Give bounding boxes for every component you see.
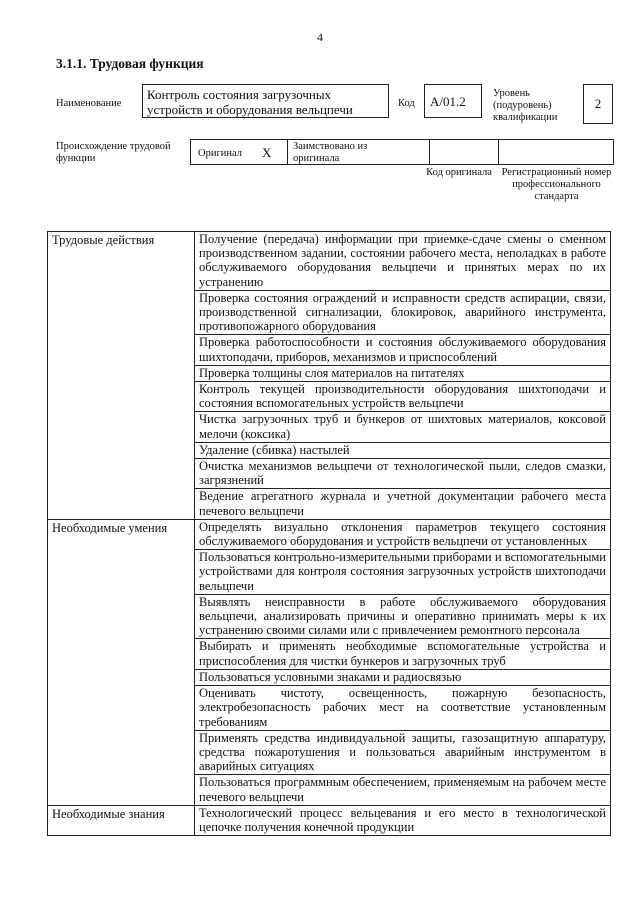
page-number: 4 — [317, 30, 323, 44]
registration-caption: Регистрационный номер профессионального стандарта — [501, 167, 612, 202]
item-text: Чистка загрузочных труб и бункеров от шихтовых материалов, коксовой мелочи (коксика) — [195, 412, 611, 442]
function-table — [47, 231, 611, 836]
item-text: Получение (передача) информации при приемке-сдаче смены о сменном производственном задании, состоянии рабочего места, неполадках в работе обслуживаемого оборудования вельцпечи и принятых мерах по их устранению — [195, 232, 611, 291]
name-value: Контроль состояния загрузочных устройств и оборудования вельцпечи — [142, 84, 389, 118]
original-label: Оригинал — [198, 148, 242, 159]
item-text: Оценивать чистоту, освещенность, пожарную безопасность, электробезопасность рабочих мест на соответствие установленным требованиям — [195, 686, 611, 731]
code-value: А/01.2 — [424, 84, 482, 118]
item-text: Технологический процесс вельцевания и его место в технологической цепочке получения конечной продукции — [195, 805, 611, 835]
section-label: Необходимые знания — [48, 805, 195, 835]
origin-label: Происхождение трудовой функции — [56, 141, 171, 164]
item-text: Контроль текущей производительности оборудования шихтоподачи и состояния вспомогательных устройств вельцпечи — [195, 382, 611, 412]
original-mark: X — [262, 145, 272, 160]
table-row — [48, 519, 611, 549]
item-text: Очистка механизмов вельцпечи от технологической пыли, следов смазки, загрязнений — [195, 459, 611, 489]
item-text: Определять визуально отклонения параметров текущего состояния обслуживаемого оборудования и устройств вельцпечи от установленных — [195, 519, 611, 549]
origin-box — [190, 139, 614, 165]
section-label: Необходимые умения — [48, 519, 195, 805]
table-row — [48, 805, 611, 835]
section-label: Трудовые действия — [48, 232, 195, 520]
item-text: Проверка состояния ограждений и исправности средств аспирации, связи, производственной сигнализации, блокировок, аварийного инструмента, противопожарного оборудования — [195, 290, 611, 335]
origin-divider — [287, 140, 288, 164]
level-label: Уровень (подуровень) квалификации — [493, 88, 558, 123]
item-text: Выявлять неисправности в работе обслуживаемого оборудования вельцпечи, анализировать причины и оперативно принимать меры к их устранению своими силами или с привлечением ремонтного персонала — [195, 594, 611, 639]
item-text: Применять средства индивидуальной защиты, газозащитную аппаратуру, средства пожаротушения и пользоваться аварийным инструментом в аварийных ситуациях — [195, 730, 611, 775]
item-text: Удаление (сбивка) настылей — [195, 442, 611, 458]
item-text: Выбирать и применять необходимые вспомогательные устройства и приспособления для чистки бункеров и загрузочных труб — [195, 639, 611, 669]
code-original-caption: Код оригинала — [426, 167, 492, 178]
item-text: Пользоваться программным обеспечением, применяемым на рабочем месте печевого вельцпечи — [195, 775, 611, 805]
section-title: 3.1.1. Трудовая функция — [56, 56, 204, 71]
item-text: Проверка работоспособности и состояния обслуживаемого оборудования шихтоподачи, приборов, механизмов и приспособлений — [195, 335, 611, 365]
item-text: Ведение агрегатного журнала и учетной документации рабочего места печевого вельцпечи — [195, 489, 611, 519]
item-text: Проверка толщины слоя материалов на питателях — [195, 365, 611, 381]
code-label: Код — [398, 98, 415, 109]
name-label: Наименование — [56, 98, 122, 109]
origin-divider — [498, 140, 499, 164]
borrowed-label: Заимствовано из оригинала — [293, 141, 368, 164]
level-value: 2 — [583, 84, 613, 124]
table-row — [48, 232, 611, 291]
item-text: Пользоваться условными знаками и радиосвязью — [195, 669, 611, 685]
origin-divider — [429, 140, 430, 164]
item-text: Пользоваться контрольно-измерительными приборами и вспомогательными устройствами для контроля состояния загрузочных устройств шихтоподачи вельцпечи — [195, 550, 611, 595]
